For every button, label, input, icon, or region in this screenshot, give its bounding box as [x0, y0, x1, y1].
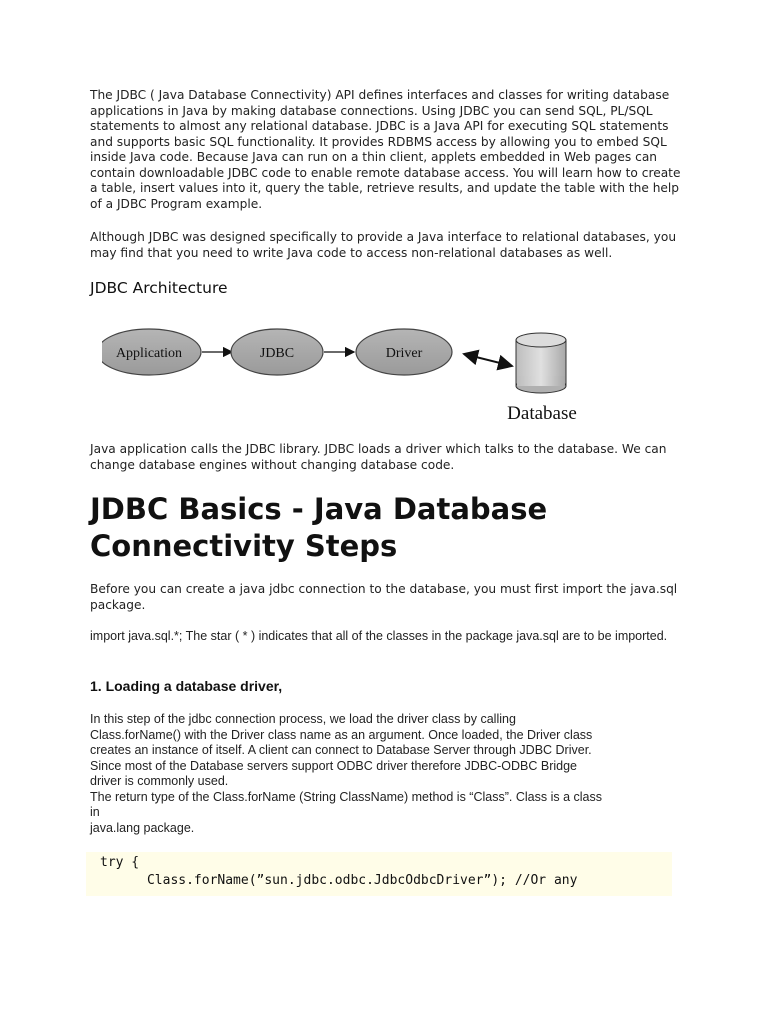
- diagram-node-driver: [356, 329, 452, 375]
- diagram-node-application: [102, 329, 201, 375]
- architecture-heading: JDBC Architecture: [90, 279, 228, 297]
- basics-paragraph-2: import java.sql.*; The star ( * ) indicates that all of the classes in the package java.sql are to be imported.: [90, 629, 668, 643]
- diagram-label-driver: Driver: [385, 346, 423, 361]
- architecture-caption: Java application calls the JDBC library. JDBC loads a driver which talks to the database. We can change database engines without changing database code.: [90, 442, 667, 472]
- step1-line-2: Class.forName() with the Driver class name as an argument. Once loaded, the Driver class: [90, 727, 593, 742]
- step1-line-6: The return type of the Class.forName (String ClassName) method is “Class”. Class is a class: [90, 789, 602, 804]
- step1-line-8: java.lang package.: [90, 820, 195, 835]
- code-line-2: Class.forName(”sun.jdbc.odbc.JdbcOdbcDriver”); //Or any: [100, 873, 578, 888]
- step1-line-4: Since most of the Database servers support ODBC driver therefore JDBC-ODBC Bridge: [90, 758, 577, 773]
- diagram-label-database: Database: [507, 403, 577, 424]
- page-title: JDBC Basics - Java Database Connectivity Steps: [90, 492, 548, 563]
- diagram-label-jdbc: JDBC: [259, 346, 295, 361]
- arrow-driver-database: [464, 354, 512, 366]
- architecture-diagram: [102, 316, 602, 426]
- database-cylinder-icon: [516, 333, 566, 393]
- code-line-1: try {: [100, 855, 140, 870]
- intro-paragraph-1: The JDBC ( Java Database Connectivity) API defines interfaces and classes for writing database applications in Java by making database connections. Using JDBC you can send SQL, PL/SQL statements to almost any relational database. JDBC is a Java API for executing SQL statements and supports basic SQL functionality. It provides RDBMS access by allowing you to embed SQL inside Java code. Because Java can run on a thin client, applets embedded in Web pages can contain downloadable JDBC code to enable remote database access. You will learn how to create a table, insert values into it, query the table, retrieve results, and update the table with the help of a JDBC Program example.: [90, 88, 681, 211]
- step1-line-3: creates an instance of itself. A client can connect to Database Server through JDBC Driver.: [90, 743, 592, 757]
- step1-line-1: In this step of the jdbc connection process, we load the driver class by calling: [90, 712, 516, 726]
- intro-paragraph-2: Although JDBC was designed specifically to provide a Java interface to relational databases, you may find that you need to write Java code to access non-relational databases as well.: [90, 230, 677, 260]
- step1-line-7: in: [90, 805, 100, 819]
- diagram-label-application: Application: [115, 346, 183, 361]
- basics-paragraph-1: Before you can create a java jdbc connection to the database, you must first import the java.sql package.: [90, 582, 678, 612]
- diagram-node-jdbc: [231, 329, 323, 375]
- step1-heading: 1. Loading a database driver,: [90, 678, 283, 694]
- step1-body: [90, 712, 680, 836]
- code-block: [86, 852, 672, 896]
- step1-line-5: driver is commonly used.: [90, 774, 229, 788]
